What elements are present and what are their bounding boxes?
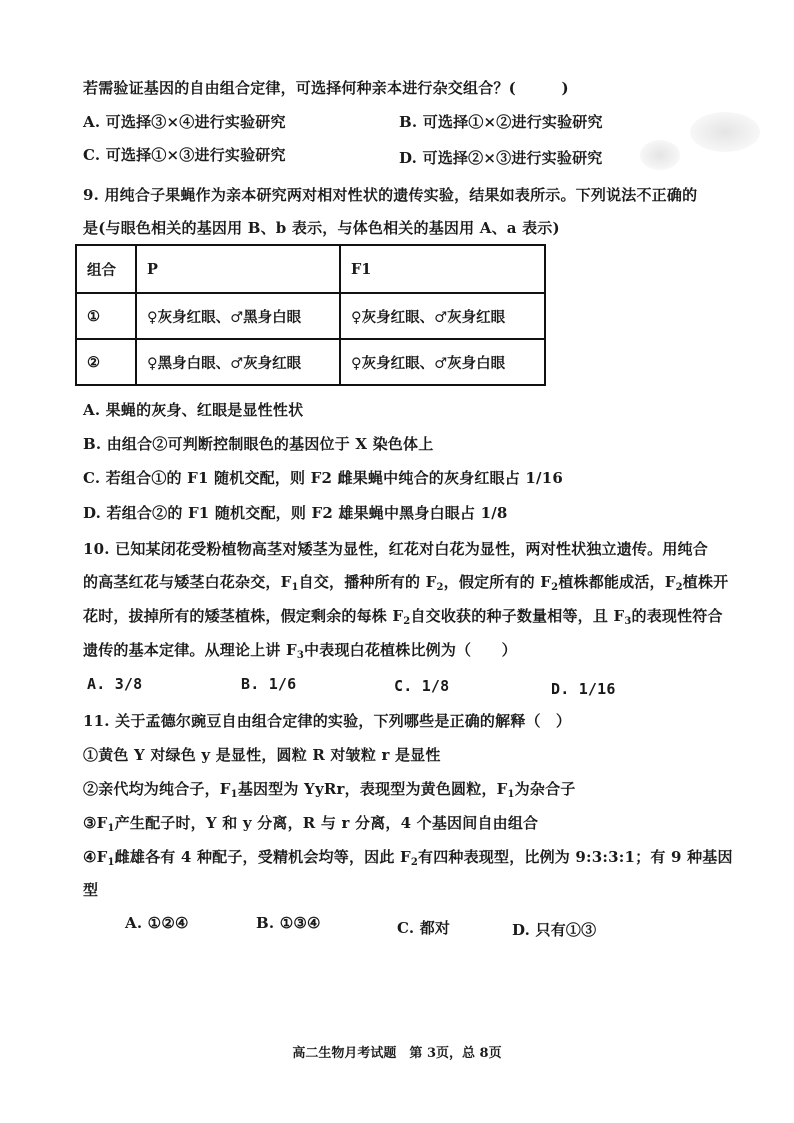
q10-line1: 10. 已知某闭花受粉植物高茎对矮茎为显性，红花对白花为显性，两对性状独立遗传。用纯合 — [83, 540, 708, 558]
table-cell: ① — [76, 293, 136, 339]
subscript: 2 — [551, 582, 559, 593]
q9-stem-line2: 是(与眼色相关的基因用 B、b 表示，与体色相关的基因用 A、a 表示) — [83, 219, 560, 237]
q11-statement-2 — [83, 778, 575, 800]
q10-text: 的高茎红花与矮茎白花杂交，F — [83, 573, 292, 591]
table-row — [76, 339, 545, 385]
subscript: 2 — [436, 582, 444, 593]
subscript: 2 — [410, 857, 418, 868]
scan-smudge — [640, 140, 680, 170]
q11-text: 产生配子时，Y 和 y 分离，R 与 r 分离，4 个基因间自由组合 — [114, 814, 539, 832]
subscript: 1 — [107, 823, 115, 834]
q10-line3 — [83, 605, 723, 627]
q8-option-a: A. 可选择③×④进行实验研究 — [83, 113, 286, 131]
q9-option-d: D. 若组合②的 F1 随机交配，则 F2 雄果蝇中黑身白眼占 1/8 — [83, 504, 508, 522]
q11-text: 雌雄各有 4 种配子，受精机会均等，因此 F — [114, 848, 411, 866]
q11-text: ④F — [83, 848, 108, 866]
q10-text: ，假定所有的 F — [443, 573, 552, 591]
table-header-cell: 组合 — [76, 245, 136, 293]
q11-statement-1: ①黄色 Y 对绿色 y 是显性，圆粒 R 对皱粒 r 是显性 — [83, 746, 441, 764]
genetics-table — [75, 244, 546, 386]
q11-option-c: C. 都对 — [397, 919, 451, 937]
table-cell: ♀灰身红眼、♂黑身白眼 — [136, 293, 340, 339]
q10-line2 — [83, 571, 728, 593]
q8-option-d: D. 可选择②×③进行实验研究 — [399, 149, 603, 167]
q10-text: 遗传的基本定律。从理论上讲 F — [83, 641, 297, 659]
table-cell: ♀灰身红眼、♂灰身红眼 — [340, 293, 545, 339]
q10-text: 植株开 — [682, 573, 729, 591]
q9-option-b: B. 由组合②可判断控制眼色的基因位于 X 染色体上 — [83, 435, 434, 453]
q11-option-b: B. ①③④ — [256, 914, 321, 932]
table-header-cell: F1 — [340, 245, 545, 293]
q10-option-b: B. 1/6 — [241, 675, 297, 693]
q11-option-d: D. 只有①③ — [512, 921, 597, 939]
q10-option-d: D. 1/16 — [551, 680, 616, 698]
q10-text: 中表现白花植株比例为（ ） — [304, 641, 517, 659]
q11-stem: 11. 关于孟德尔豌豆自由组合定律的实验，下列哪些是正确的解释（ ） — [83, 712, 572, 730]
q8-stem: 若需验证基因的自由组合定律，可选择何种亲本进行杂交组合？( ) — [83, 79, 569, 97]
page-footer: 高二生物月考试题 第 3页，总 8页 — [292, 1046, 502, 1061]
q10-text: 植株都能成活，F — [558, 573, 676, 591]
table-cell: ♀黑身白眼、♂灰身红眼 — [136, 339, 340, 385]
subscript: 1 — [107, 857, 115, 868]
q9-stem-line1: 9. 用纯合子果蝇作为亲本研究两对相对性状的遗传实验，结果如表所示。下列说法不正确的 — [83, 186, 698, 204]
q10-text: 自交收获的种子数量相等，且 F — [410, 607, 625, 625]
q9-option-a: A. 果蝇的灰身、红眼是显性性状 — [83, 401, 304, 419]
table-header-row — [76, 245, 545, 293]
subscript: 1 — [230, 789, 238, 800]
q10-text: 的表现性符合 — [631, 607, 723, 625]
q8-option-c: C. 可选择①×③进行实验研究 — [83, 146, 286, 164]
q10-option-c: C. 1/8 — [394, 677, 450, 695]
q11-text: 为杂合子 — [514, 780, 576, 798]
table-header-cell: P — [136, 245, 340, 293]
scan-smudge — [690, 112, 760, 152]
subscript: 1 — [291, 582, 299, 593]
q11-option-a: A. ①②④ — [125, 914, 189, 932]
subscript: 3 — [624, 616, 632, 627]
subscript: 3 — [296, 650, 305, 661]
q11-statement-3 — [83, 812, 538, 834]
q10-text: 花时，拔掉所有的矮茎植株，假定剩余的每株 F — [83, 607, 404, 625]
q11-text: 基因型为 YyRr，表现型为黄色圆粒，F — [237, 780, 508, 798]
q10-line4 — [83, 639, 517, 661]
q10-option-a: A. 3/8 — [87, 675, 143, 693]
subscript: 1 — [507, 789, 515, 800]
q11-text: 有四种表现型，比例为 9:3:3:1；有 9 种基因 — [418, 848, 733, 866]
q10-text: 自交，播种所有的 F — [298, 573, 437, 591]
q11-statement-4 — [83, 846, 733, 868]
subscript: 2 — [403, 616, 411, 627]
q9-option-c: C. 若组合①的 F1 随机交配，则 F2 雌果蝇中纯合的灰身红眼占 1/16 — [83, 469, 563, 487]
table-cell: ♀灰身红眼、♂灰身白眼 — [340, 339, 545, 385]
q11-statement-4-cont: 型 — [83, 881, 99, 899]
table-row — [76, 293, 545, 339]
subscript: 2 — [675, 582, 683, 593]
q11-text: ②亲代均为纯合子，F — [83, 780, 231, 798]
q8-option-b: B. 可选择①×②进行实验研究 — [399, 113, 603, 131]
table-cell: ② — [76, 339, 136, 385]
q11-text: ③F — [83, 814, 108, 832]
